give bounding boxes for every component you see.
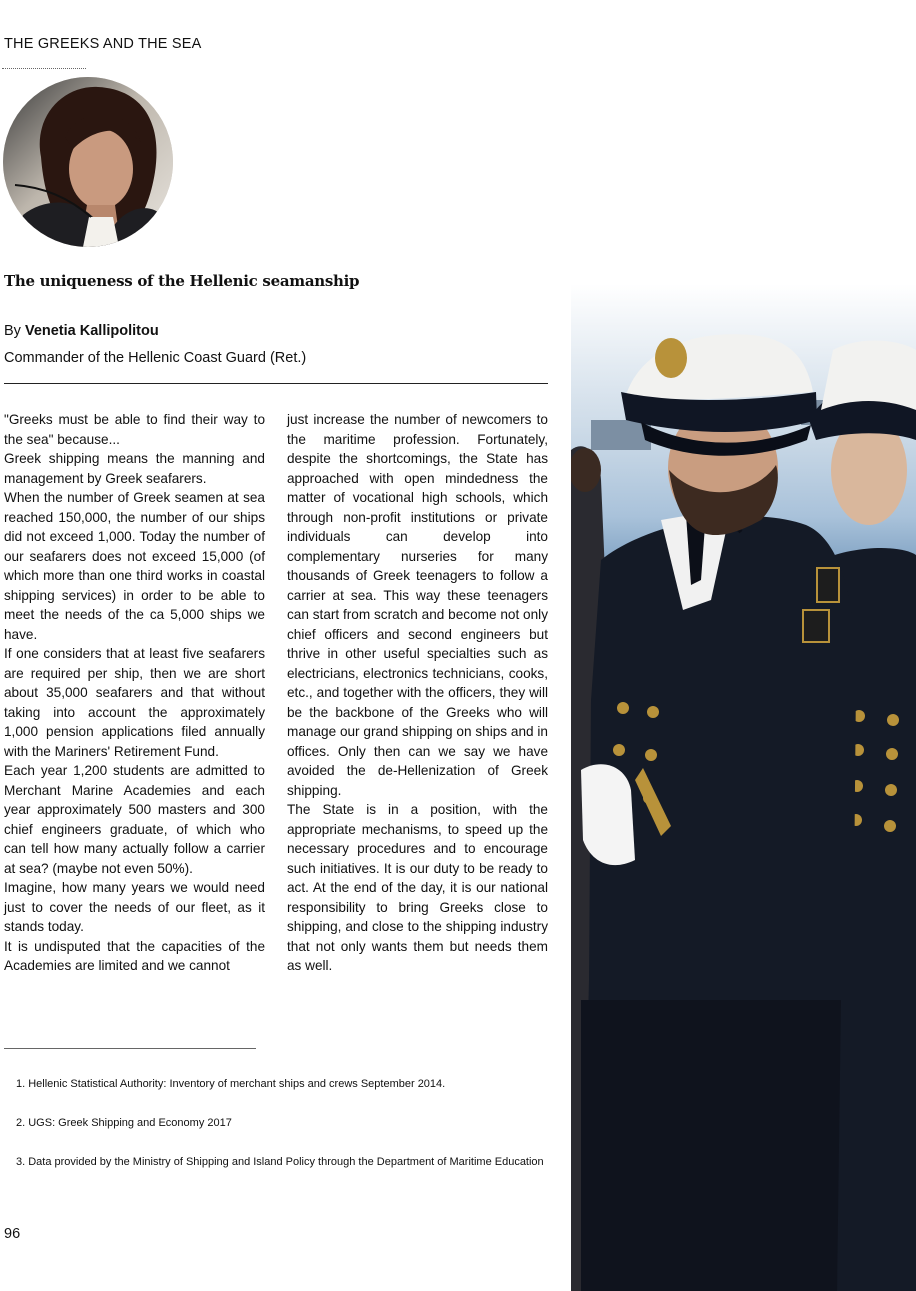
- byline: [4, 323, 159, 339]
- body-column-left: [4, 410, 265, 976]
- author-portrait: [3, 77, 173, 247]
- byline-prefix: By: [4, 323, 21, 339]
- paragraph: just increase the number of newcomers to the maritime profession. Fortunately, despite the shortcomings, the State has approached with open mindedness the matter of vocational high schools, which through non-profit institutions or private individuals can develop into complementary nurseries for many thousands of Greek teenagers to follow a carrier at sea. This way these teenagers can start from scratch and become not only chief officers and second engineers but thrive in other useful specialties such as electricians, electronics technicians, cooks, etc., and together with the officers, they will be the backbone of the Greeks who will manage our grand shipping on ships and in offices. Only then can we say we have avoided the de-Hellenization of Greek shipping.: [287, 412, 548, 798]
- paragraph: Each year 1,200 students are admitted to Merchant Marine Academies and each year approximately 500 masters and 300 chief engineers graduate, of which who can tell how many actually follow a carrier at sea? (maybe not even 50%).: [4, 763, 265, 876]
- footnote: 2. UGS: Greek Shipping and Economy 2017: [16, 1117, 232, 1129]
- author-name: Venetia Kallipolitou: [24, 323, 159, 339]
- paragraph: If one considers that at least five seafarers are required per ship, then we are short about 35,000 seafarers and that without taking into account the approximately 1,000 pension applications filed annually with the Mariners' Retirement Fund.: [4, 646, 265, 759]
- paragraph: Imagine, how many years we would need just to cover the needs of our fleet, as it stands today.: [4, 880, 265, 934]
- section-divider: [2, 68, 86, 69]
- footnote: 3. Data provided by the Ministry of Shipping and Island Policy through the Department of Maritime Education: [16, 1156, 544, 1168]
- paragraph: "Greeks must be able to find their way to the sea" because...: [4, 412, 265, 447]
- heading-divider: [4, 383, 548, 384]
- paragraph: Greek shipping means the manning and management by Greek seafarers.: [4, 451, 265, 486]
- cadets-photo: [571, 0, 916, 1291]
- paragraph: It is undisputed that the capacities of the Academies are limited and we cannot: [4, 938, 265, 973]
- section-label: THE GREEKS AND THE SEA: [4, 36, 202, 52]
- body-column-right: [287, 410, 548, 976]
- paragraph: The State is in a position, with the appropriate mechanisms, to speed up the necessary procedures and to encourage such initiatives. It is our duty to be ready to act. At the end of the day, it is our national responsibility to bring Greeks close to shipping, and close to the shipping industry that not only wants them but needs them as well.: [287, 802, 548, 973]
- author-role: Commander of the Hellenic Coast Guard (Ret.): [4, 350, 307, 366]
- author-portrait-illustration: [3, 77, 173, 247]
- article-title: The uniqueness of the Hellenic seamanship: [4, 272, 360, 290]
- page-number: 96: [4, 1226, 21, 1242]
- paragraph: When the number of Greek seamen at sea reached 150,000, the number of our ships did not exceed 1,000. Today the number of our seafarers does not exceed 15,000 (of which more than one third works in coastal shipping services) in order to be able to meet the needs of the ca 5,000 ships we have.: [4, 490, 265, 642]
- cadets-photo-illustration: [571, 0, 916, 1291]
- footnote-divider: [4, 1048, 256, 1049]
- footnote: 1. Hellenic Statistical Authority: Inventory of merchant ships and crews September 2014.: [16, 1078, 446, 1090]
- footnotes: [16, 1074, 548, 1191]
